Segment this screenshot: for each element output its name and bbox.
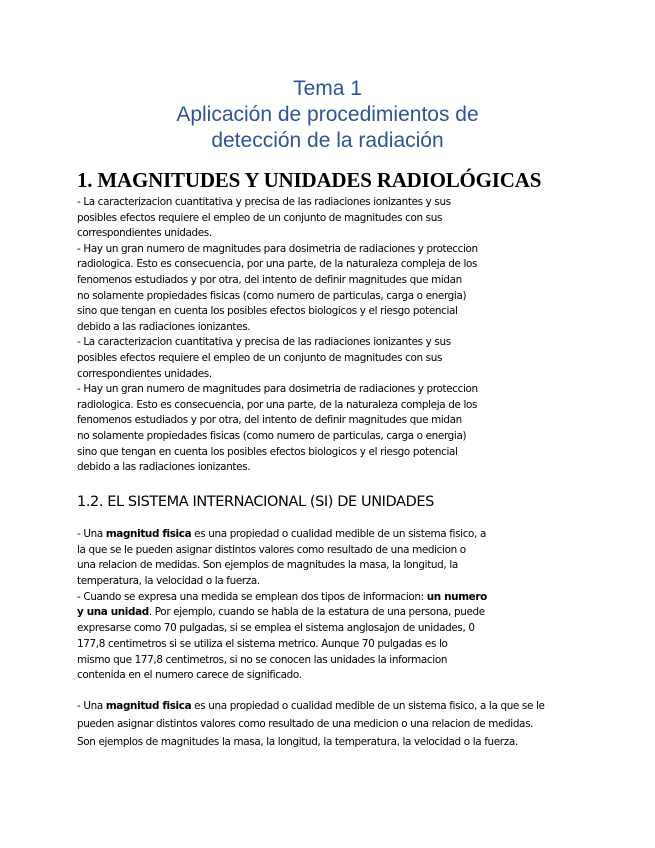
title-line-3: detección de la radiación xyxy=(211,129,444,152)
bold-term: y una unidad xyxy=(77,606,149,619)
text-line: sino que tengan en cuenta los posibles efectos biologicos y el riesgo potencial xyxy=(77,305,458,318)
text-line: no solamente propiedades fisicas (como numero de particulas, carga o energia) xyxy=(77,429,467,442)
text-line: - Cuando se expresa una medida se emplean dos tipos de informacion: un numero xyxy=(77,590,487,603)
text-line: y una unidad. Por ejemplo, cuando se habla de la estatura de una persona, puede xyxy=(77,606,485,619)
text-line: - La caracterizacion cuantitativa y precisa de las radiaciones ionizantes y sus xyxy=(77,196,451,208)
text-line: posibles efectos requiere el empleo de un conjunto de magnitudes con sus xyxy=(77,211,443,224)
text-line: fenomenos estudiados y por otra, del intento de definir magnitudes que midan xyxy=(77,273,462,286)
title-line-1: Tema 1 xyxy=(293,77,362,100)
text-line: - La caracterizacion cuantitativa y precisa de las radiaciones ionizantes y sus xyxy=(77,336,451,349)
section-1-heading: 1. MAGNITUDES Y UNIDADES RADIOLÓGICAS xyxy=(77,168,542,192)
text-line: contenida en el numero carece de significado. xyxy=(77,669,302,682)
text-line: sino que tengan en cuenta los posibles efectos biologicos y el riesgo potencial xyxy=(77,445,458,458)
bold-term: magnitud fisica xyxy=(105,528,192,540)
text-line: - Hay un gran numero de magnitudes para dosimetria de radiaciones y proteccion xyxy=(77,242,478,255)
text-line: pueden asignar distintos valores como resultado de una medicion o una relacion de medidas. xyxy=(77,718,534,730)
text-line: temperatura, la velocidad o la fuerza. xyxy=(77,575,260,588)
text-line: correspondientes unidades. xyxy=(77,367,212,380)
text-line: - Una magnitud fisica es una propiedad o cualidad medible de un sistema fisico, a la que se le xyxy=(77,700,545,712)
bold-term: un numero xyxy=(426,590,487,603)
section-2-paragraph-1 xyxy=(77,527,487,684)
text-line: correspondientes unidades. xyxy=(77,227,212,240)
text-line: 177,8 centimetros si se utiliza el sistema metrico. Aunque 70 pulgadas es lo xyxy=(77,637,448,650)
text-line: una relacion de medidas. Son ejemplos de magnitudes la masa, la longitud, la xyxy=(77,559,458,572)
section-1-2-heading: 1.2. EL SISTEMA INTERNACIONAL (SI) DE UNIDADES xyxy=(77,494,434,510)
text-line: debido a las radiaciones ionizantes. xyxy=(77,461,251,474)
text-line: no solamente propiedades fisicas (como numero de particulas, carga o energia) xyxy=(77,289,467,302)
text-line: fenomenos estudiados y por otra, del intento de definir magnitudes que midan xyxy=(77,414,462,427)
text-line: radiologica. Esto es consecuencia, por una parte, de la naturaleza compleja de los xyxy=(77,258,478,271)
text-line: posibles efectos requiere el empleo de un conjunto de magnitudes con sus xyxy=(77,351,443,364)
text-line: expresarse como 70 pulgadas, si se emplea el sistema anglosajon de unidades, 0 xyxy=(77,622,475,635)
section-2-paragraph-2 xyxy=(77,697,545,751)
text-line: - Hay un gran numero de magnitudes para dosimetria de radiaciones y proteccion xyxy=(77,383,478,396)
text-line: mismo que 177,8 centimetros, si no se conocen las unidades la informacion xyxy=(77,653,448,666)
document-title xyxy=(0,76,655,154)
text-line: - Una magnitud fisica es una propiedad o cualidad medible de un sistema fisico, a xyxy=(77,528,486,540)
title-line-2: Aplicación de procedimientos de xyxy=(176,103,479,126)
text-line: Son ejemplos de magnitudes la masa, la longitud, la temperatura, la velocidad o la fuerza. xyxy=(77,736,518,748)
bold-term: magnitud fisica xyxy=(105,700,192,712)
text-line: la que se le pueden asignar distintos valores como resultado de una medicion o xyxy=(77,543,466,556)
section-1-body xyxy=(77,195,478,476)
text-line: debido a las radiaciones ionizantes. xyxy=(77,320,251,333)
text-line: radiologica. Esto es consecuencia, por una parte, de la naturaleza compleja de los xyxy=(77,398,478,411)
